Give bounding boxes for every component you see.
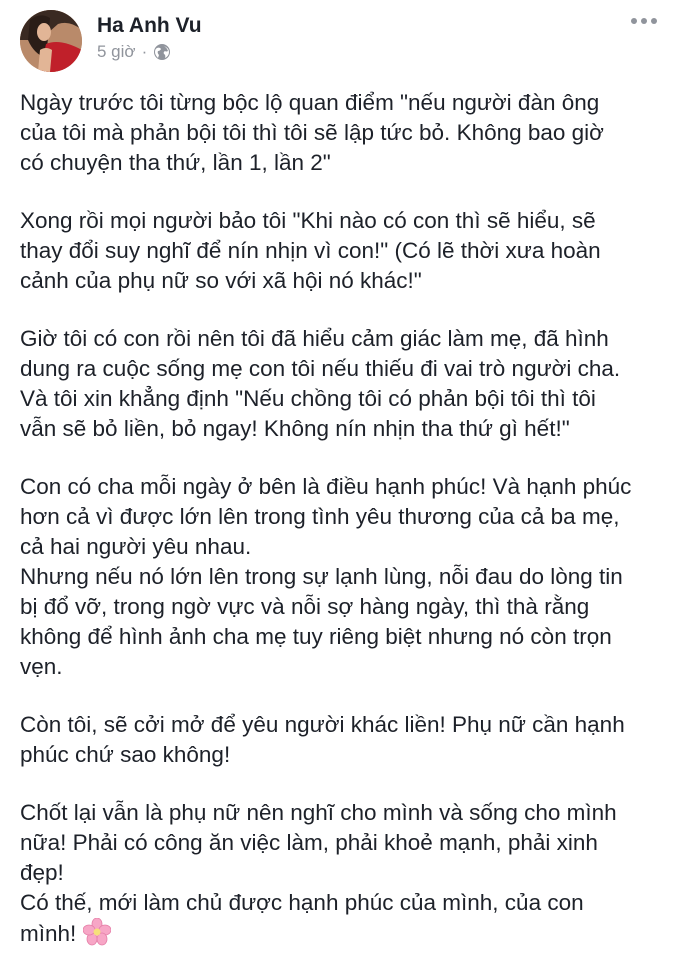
post-paragraph: Ngày trước tôi từng bộc lộ quan điểm "nếu người đàn ông của tôi mà phản bội tôi thì tôi sẽ lập tức bỏ. Không bao giờ có chuyện tha thứ, lần 1, lần 2" xyxy=(20,90,604,175)
author-name[interactable]: Ha Anh Vu xyxy=(97,14,202,37)
post-paragraph: Còn tôi, sẽ cởi mở để yêu người khác liền! Phụ nữ cần hạnh phúc chứ sao không! xyxy=(20,712,625,767)
post-paragraph-text: Chốt lại vẫn là phụ nữ nên nghĩ cho mình và sống cho mình nữa! Phải có công ăn việc làm, phải khoẻ mạnh, phải xinh đẹp! Có thế, mới làm chủ được hạnh phúc của mình, của con mình! xyxy=(20,800,617,946)
post-paragraph-last xyxy=(20,798,655,949)
more-options-icon[interactable] xyxy=(631,18,657,24)
post-paragraph: Con có cha mỗi ngày ở bên là điều hạnh phúc! Và hạnh phúc hơn cả vì được lớn lên trong tình yêu thương của cả ba mẹ, cả hai người yêu nhau. Nhưng nếu nó lớn lên trong sự lạnh lùng, nỗi đau do lòng tin bị đổ vỡ, trong ngờ vực và nỗi sợ hàng ngày, thì thà rằng không để hình ảnh cha mẹ tuy riêng biệt nhưng nó còn trọn vẹn. xyxy=(20,474,632,679)
post-paragraph: Xong rồi mọi người bảo tôi "Khi nào có con thì sẽ hiểu, sẽ thay đổi suy nghĩ để nín nhịn vì con!" (Có lẽ thời xưa hoàn cảnh của phụ nữ so với xã hội nó khác!" xyxy=(20,208,601,293)
post-header xyxy=(0,0,675,88)
globe-icon[interactable] xyxy=(153,43,171,61)
avatar[interactable] xyxy=(20,10,82,72)
post-time[interactable]: 5 giờ xyxy=(97,42,136,61)
post-paragraph: Giờ tôi có con rồi nên tôi đã hiểu cảm giác làm mẹ, đã hình dung ra cuộc sống mẹ con tôi nếu thiếu đi vai trò người cha. Và tôi xin khẳng định "Nếu chồng tôi có phản bội tôi thì tôi vẫn sẽ bỏ liền, bỏ ngay! Không nín nhịn tha thứ gì hết!" xyxy=(20,326,621,441)
post-meta xyxy=(97,42,171,62)
post-body xyxy=(0,88,675,949)
cherry-blossom-icon xyxy=(83,918,111,946)
meta-separator: · xyxy=(141,42,148,61)
